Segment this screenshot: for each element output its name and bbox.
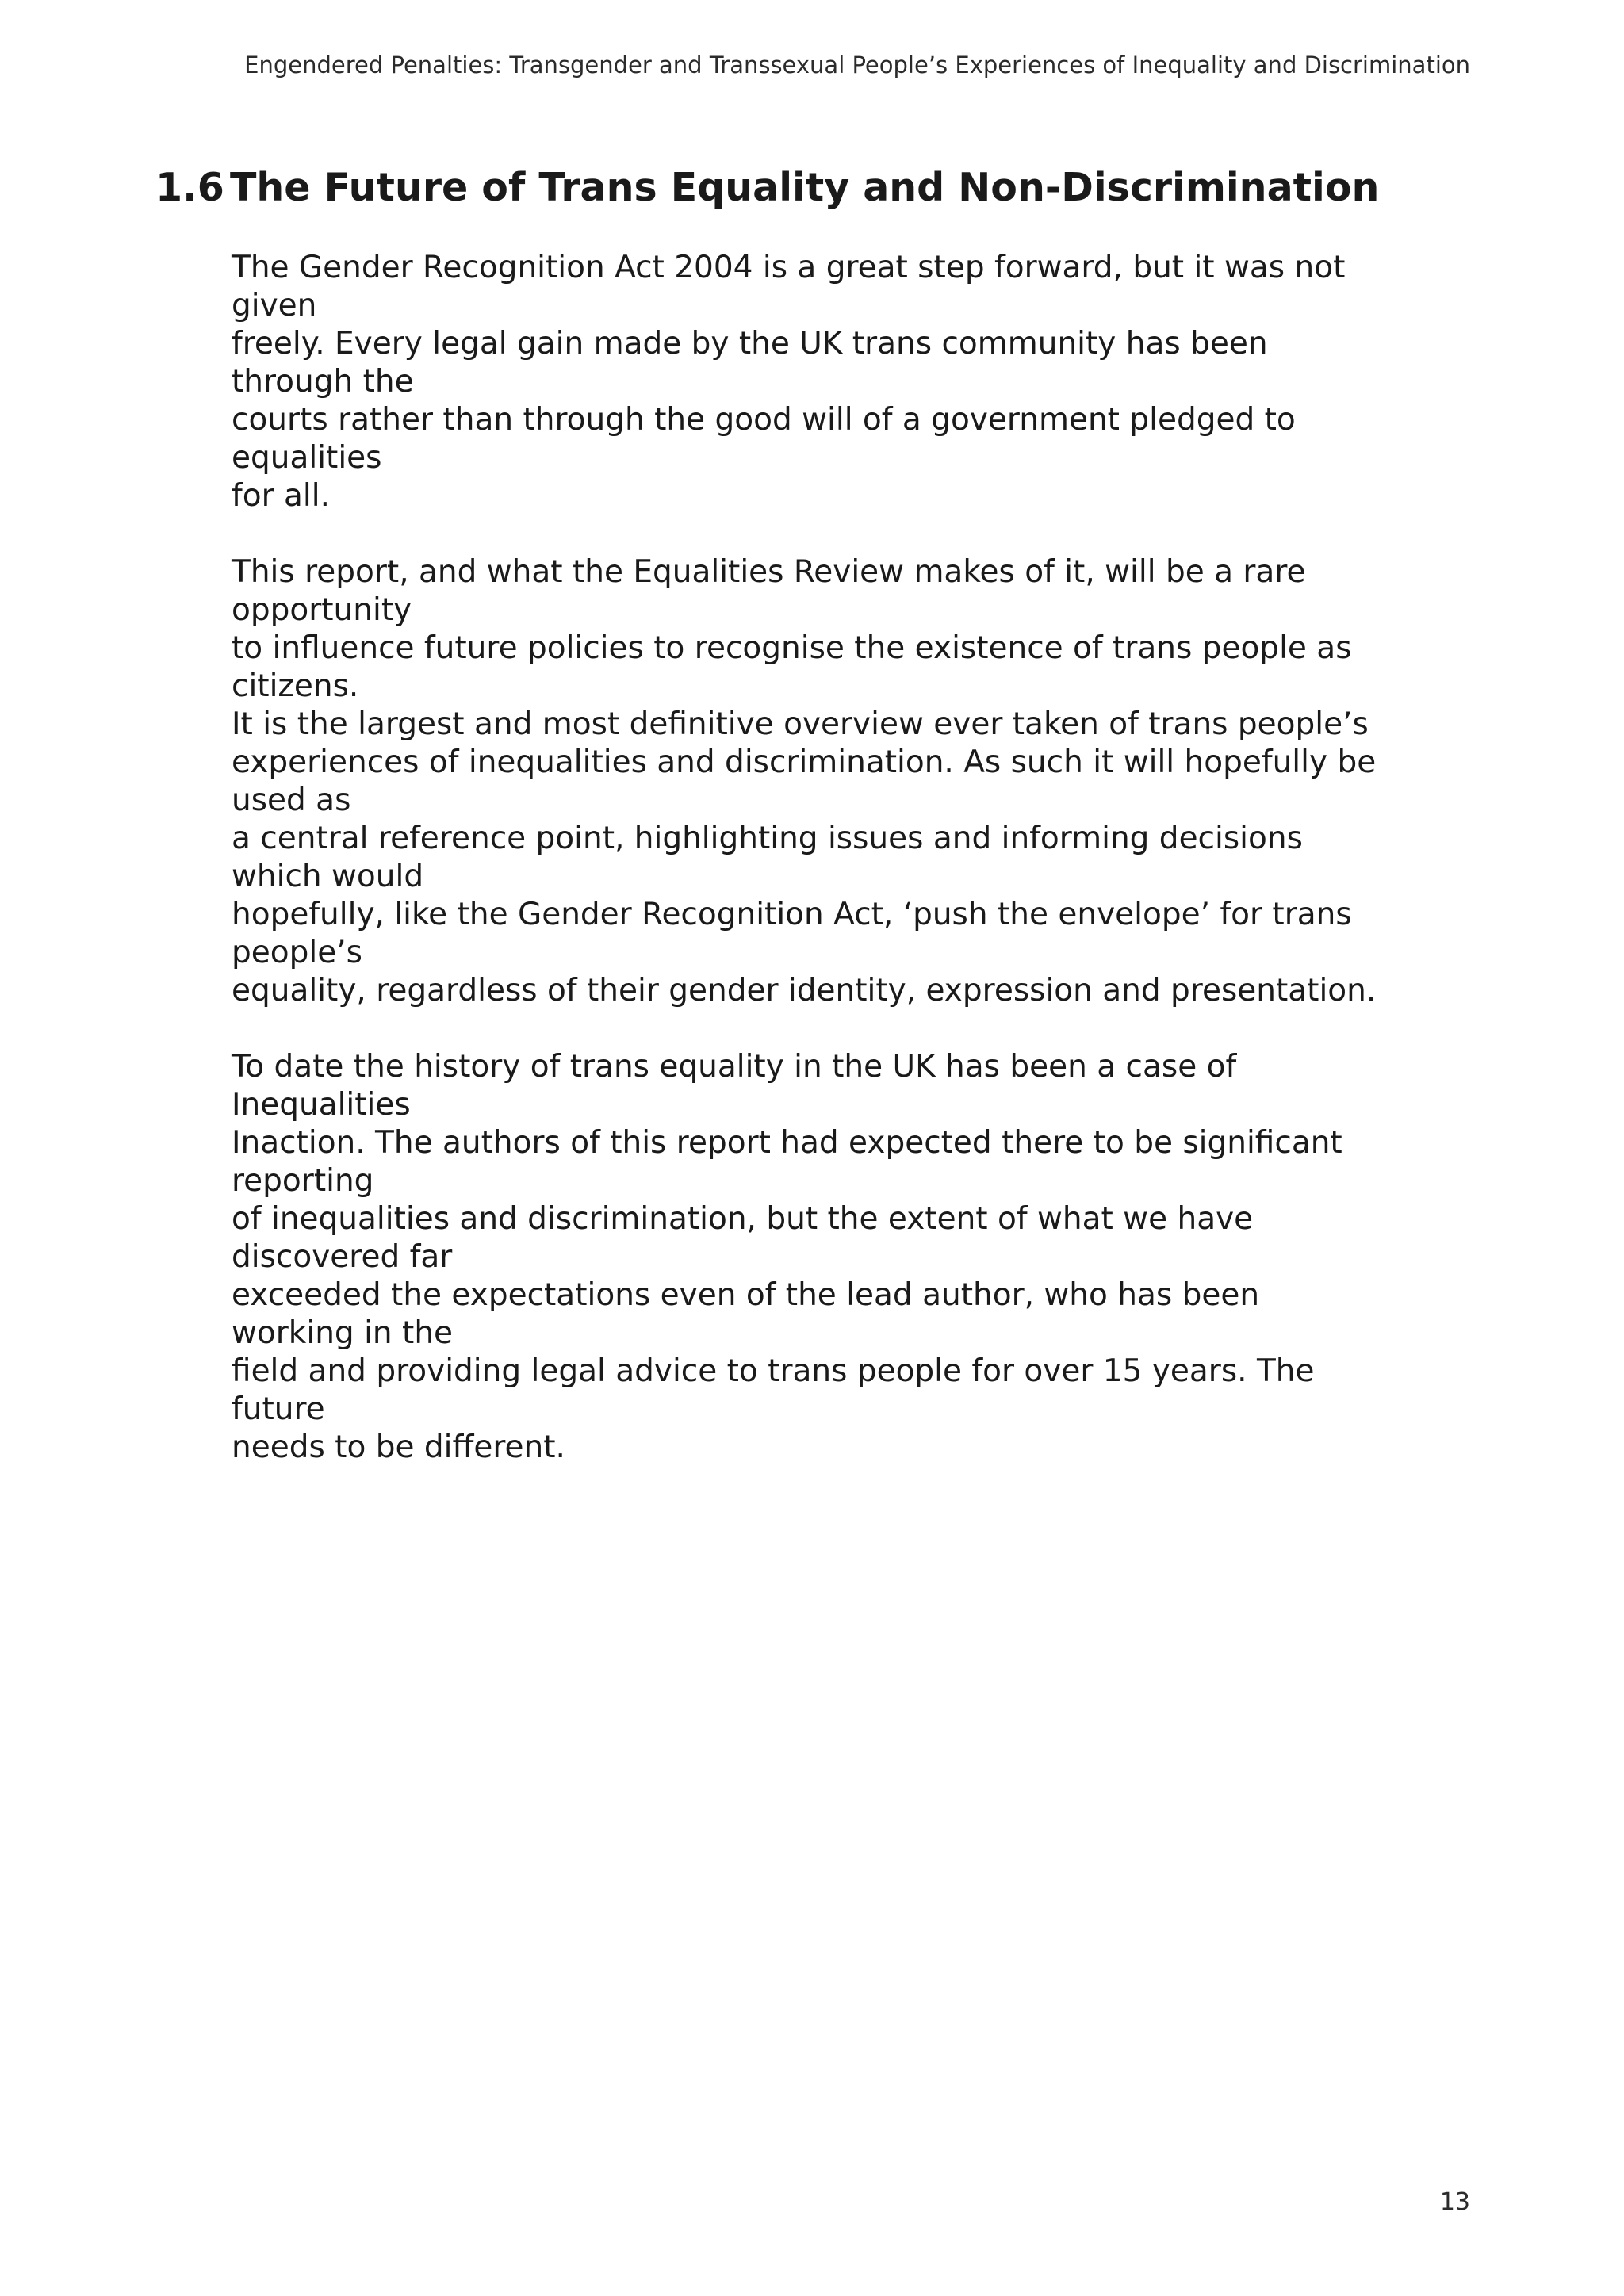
section-number: 1.6 [155, 165, 224, 210]
body-paragraph: This report, and what the Equalities Review makes of it, will be a rare opportunity to influence future policies to recognise the existence of trans people as citizens. It is the largest and most definitive overview ever taken of trans people’s experiences of inequalities and discrimination. As such it will hopefully be used as a central reference point, highlighting issues and informing decisions which would hopefully, like the Gender Recognition Act, ‘push the envelope’ for trans people’s equality, regardless of their gender identity, expression and presentation. [232, 554, 1377, 1008]
page-number: 13 [1439, 2188, 1470, 2216]
section-body [232, 249, 1389, 1505]
running-header: Engendered Penalties: Transgender and Transsexual People’s Experiences of Inequality and Discrimination [244, 52, 1470, 78]
body-paragraph: To date the history of trans equality in the UK has been a case of Inequalities Inaction. The authors of this report had expected there to be significant reporting of inequalities and discrimination, but the extent of what we have discovered far exceeded the expectations even of the lead author, who has been working in the field and providing legal advice to trans people for over 15 years. The future needs to be different. [232, 1049, 1342, 1465]
section-heading [155, 163, 1503, 213]
section-title: The Future of Trans Equality and Non-Discrimination [230, 165, 1380, 210]
body-paragraph: The Gender Recognition Act 2004 is a great step forward, but it was not given freely. Every legal gain made by the UK trans community has been through the courts rather than through the good will of a government pledged to equalities for all. [232, 250, 1346, 514]
